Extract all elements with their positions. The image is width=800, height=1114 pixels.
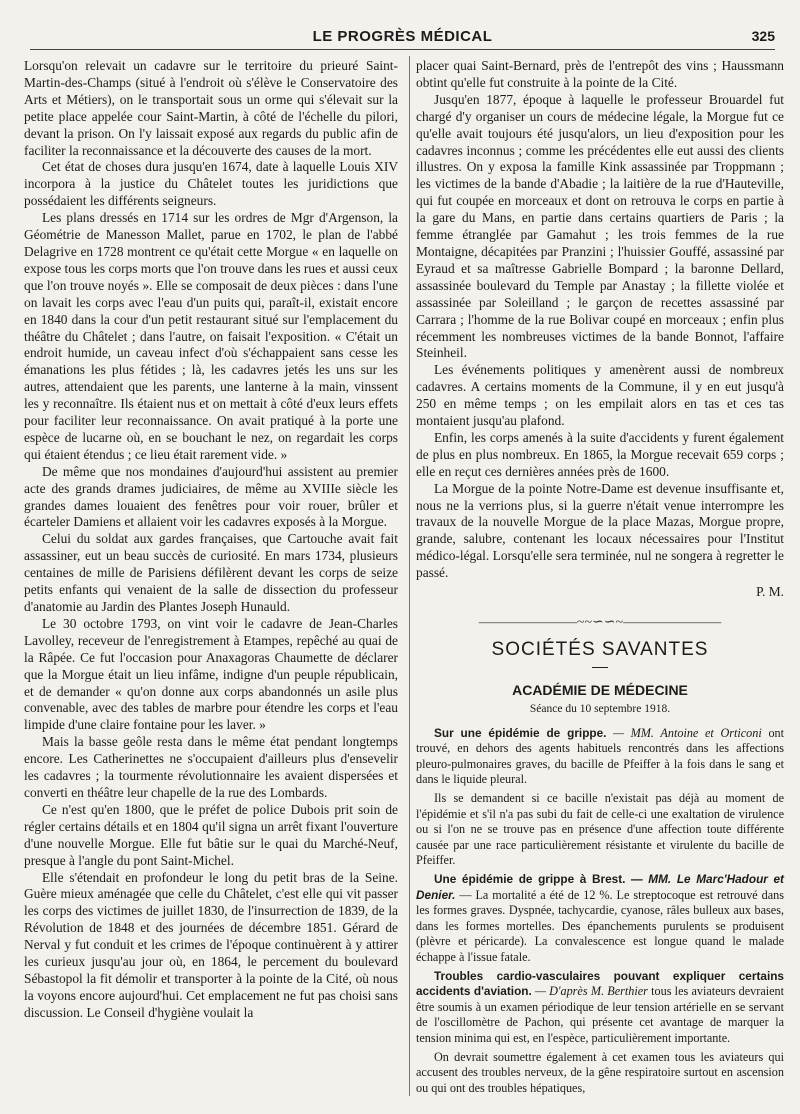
paragraph: Les événements politiques y amenèrent aussi de nombreux cadavres. A certains moments de la Commune, il y en eut jusqu'à 250 en même temps ; on les empilait alors en tas et ces tas montaient jusqu'au plafond. xyxy=(416,362,784,429)
item-title: Troubles cardio-vasculaires pouvant expliquer certains accidents d'aviation. xyxy=(416,968,784,999)
header-rule xyxy=(30,49,775,50)
academy-item xyxy=(416,872,784,966)
paragraph: Les plans dressés en 1714 sur les ordres de Mgr d'Argenson, la Géométrie de Manesson Mallet, parue en 1702, le plan de l'abbé Delagrive en 1728 montrent ce qu'était cette Morgue « en laquelle on expose tous les corps morts que l'on trouve dans les rues et aussi ceux que l'on trouve noyés ». Elle se composait de deux pièces : dans l'une on lavait les corps avec l'eau d'un puits qui, paraît-il, existait encore en 1840 dans la cour d'un petit restaurant situé sur l'emplacement du théâtre du Châtelet ; dans l'autre, on faisait l'exposition. « C'était un endroit humide, un caveau infect d'où s'échappaient sans cesse les émanations les plus fétides ; là, les cadavres jetés les uns sur les autres, attendaient que les parents, une lanterne à la main, vinssent les y reconnaître. Ils étaient nus et on mettait à côté d'eux leurs effets pour faciliter leur reconnaissance. On avait pratiqué à la porte une espèce de lucarne où, en se bouchant le nez, on regardait les corps qui étaient étendus ; ce lieu était rarement vide. » xyxy=(24,210,398,462)
session-date: Séance du 10 septembre 1918. xyxy=(529,702,671,715)
paragraph: Mais la basse geôle resta dans le même état pendant longtemps encore. Les Catherinettes ne s'occupaient d'ailleurs plus d'ensevelir les cadavres ; la tourmente révolutionnaire les avaient dispersées et converti en théâtre leur chapelle de la rue des Lombards. xyxy=(24,734,398,800)
academy-item xyxy=(416,969,784,1047)
section-dash xyxy=(592,667,608,668)
signature: P. M. xyxy=(756,584,784,600)
item-text: — La mortalité a été de 12 %. Le streptocoque est retrouvé dans les formes graves. Dyspnée, tachycardie, cyanose, râles bulleux aux bases, dans les formes mortelles. Des épanchements purulents se produisent (plèvre et péricarde). La convalescence est longue quand le malade échappe à l'issue fatale. xyxy=(416,887,784,964)
paragraph: La Morgue de la pointe Notre-Dame est devenue insuffisante et, nous ne la verrions plus, si la guerre n'était venue interrompre les travaux de la nouvelle Morgue de la place Mazas, Morgue propre, grande, salubre, contenant les locaux nécessaires pour l'Institut médico-légal. Lorsqu'elle sera terminée, nul ne songera à regretter le passé. xyxy=(416,480,784,581)
left-column xyxy=(24,58,398,1022)
item-title: Une épidémie de grippe à Brest. xyxy=(434,871,626,886)
paragraph: Jusqu'en 1877, époque à laquelle le professeur Brouardel fut chargé d'y organiser un cours de médecine légale, la Morgue fut ce qu'elle avait toujours été jusqu'alors, un lieu d'exposition pour les cadavres inconnus ; comme les précédentes elle eut aussi des clients illustres. On y exposa la famille Kink assassinée par Troppmann ; les victimes de la bande d'Abadie ; la laitière de la rue d'Hauteville, qui fut coupée en morceaux et dont on retrouva le corps en partie à la gare du Mans, en partie dans certains quartiers de Paris ; la femme étranglée par Gamahut ; les trois femmes de la rue Montaigne, décapitées par Pranzini ; l'huissier Gouffé, assassiné par Eyraud et sa maîtresse Gabrielle Bompard ; la baronne Dellard, assassinée boulevard du Temple par Anastay ; la fillette violée et assassinée par Soleilland ; le garçon de recettes assassiné par Carrara ; l'homme de la rue Bolivar coupé en morceaux ; enfin plus récemment les nombreuses victimes de la bande Bonnot, l'affaire Steinheil. xyxy=(416,91,784,361)
item-extra: On devrait soumettre également à cet examen tous les aviateurs qui accusent des troubles nerveux, de la gêne respiratoire surtout en ascension ou qui ont des troubles hépatiques, xyxy=(416,1049,784,1095)
academy-title: ACADÉMIE DE MÉDECINE xyxy=(512,681,688,698)
paragraph: Elle s'étendait en profondeur le long du petit bras de la Seine. Guère mieux aménagée que celle du Châtelet, c'est elle qui vit passer les corps des victimes de juillet 1830, de l'insurrection de 1839, de la Révolution de 1848 et des journées de décembre 1851. Gérard de Nerval y fut conduit et les crimes de l'époque continuèrent à y attirer les curieux jusqu'au jour où, en 1864, le percement du boulevard Sébastopol la fit démolir et transporter à la pointe de la Cité, où nous la voyons encore aujourd'hui. Cet emplacement ne fut pas choisi sans discussion. Le Conseil d'hygiène voulait la xyxy=(24,869,398,1020)
column-divider xyxy=(409,56,410,1096)
paragraph: Ce n'est qu'en 1800, que le préfet de police Dubois prit soin de régler certains détails et en 1804 qu'il signa un arrêt fixant l'ouverture d'une nouvelle Morgue. Elle fut bâtie sur le quai du Marché-Neuf, presque à l'angle du pont Saint-Michel. xyxy=(24,801,398,868)
item-extra: Ils se demandent si ce bacille n'existait pas déjà au moment de l'épidémie et s'il n'a pas subi du fait de celle-ci une exaltation de virulence ou si l'on ne se trouve pas en présence d'une affection toute différente causée par une race particulièrement résistante et virulente du bacille de Pfeiffer. xyxy=(416,791,784,868)
paragraph: Le 30 octobre 1793, on vint voir le cadavre de Jean-Charles Lavolley, receveur de l'enregistrement à Etampes, repêché au quai de la Râpée. Ce fut l'occasion pour Anaxagoras Chaumette de déclarer que la Morgue était un lieu infâme, indigne d'un peuple républicain, et de demander « qu'on donne aux corps abandonnés un asile plus convenable, avec des tables de marbre pour étendre les corps et l'eau limpide d'une claire fontaine pour les laver. » xyxy=(24,615,398,733)
item-text: ont trouvé, en dehors des agents habituels rencontrés dans les affections pleuro-pulmonaires graves, du bacille de Pfeiffer à la fois dans le sang et dans le liquide pleural. xyxy=(416,725,785,787)
ornament-divider: ———————~~∽∽~——————— xyxy=(478,615,722,630)
academy-item xyxy=(416,726,784,788)
item-authors: — MM. Le Marc'Hadour et Denier. xyxy=(416,871,784,902)
item-title: Sur une épidémie de grippe. xyxy=(434,725,607,740)
paragraph: Celui du soldat aux gardes françaises, que Cartouche avait fait assassiner, eut un beau succès de curiosité. En mars 1734, plusieurs centaines de mille de Parisiens défilèrent devant les corps de seize petits enfants qui venaient de la salle de dissection du professeur d'anatomie au Jardin des Plantes Joseph Hunauld. xyxy=(24,531,398,614)
right-column xyxy=(416,58,784,1099)
paragraph-continuation: placer quai Saint-Bernard, près de l'entrepôt des vins ; Haussmann obtint qu'elle fut construite à la pointe de la Cité. xyxy=(416,58,784,90)
page-number: 325 xyxy=(751,28,775,44)
page-header xyxy=(30,26,775,48)
paragraph: Cet état de choses dura jusqu'en 1674, date à laquelle Louis XIV incorpora à la justice du Châtelet toutes les juridictions que possédaient les différents seigneurs. xyxy=(24,159,398,209)
academy-items xyxy=(416,726,784,1097)
paragraph: Enfin, les corps amenés à la suite d'accidents y furent également de plus en plus nombreux. En 1865, la Morgue recevait 659 corps ; elle en reçut ces dernières années près de 1600. xyxy=(416,429,784,479)
paragraph: De même que nos mondaines d'aujourd'hui assistent au premier acte des grands drames judiciaires, de même au XVIIIe siècle les grandes dames louaient des fenêtres pour voir rouer, brûler et écarteler Damiens et allaient voir les cadavres exposés à la Morgue. xyxy=(24,463,398,530)
item-authors: — D'après M. Berthier xyxy=(535,984,648,999)
paragraph: Lorsqu'on relevait un cadavre sur le territoire du prieuré Saint-Martin-des-Champs (situé à l'endroit où s'élève le Conservatoire des Arts et Métiers), on le transportait sous un orme qui s'élevait sur la petite place appelée cour Saint-Martin, à côté de l'échelle du pilori, devant la prison. On l'y laissait exposé aux regards du public afin de faciliter la reconnaissance et la découverte des causes de la mort. xyxy=(24,58,398,158)
item-text: tous les aviateurs devraient être soumis à un examen périodique de leur tension artérielle en se servant de l'oscillomètre de Pachon, qui présente cet avantage de marquer la tension minima qui est, en l'espèce, particulièrement importante. xyxy=(416,984,785,1045)
item-authors: — MM. Antoine et Orticoni xyxy=(613,725,762,740)
journal-title: LE PROGRÈS MÉDICAL xyxy=(312,28,493,45)
section-title: SOCIÉTÉS SAVANTES xyxy=(491,638,709,660)
